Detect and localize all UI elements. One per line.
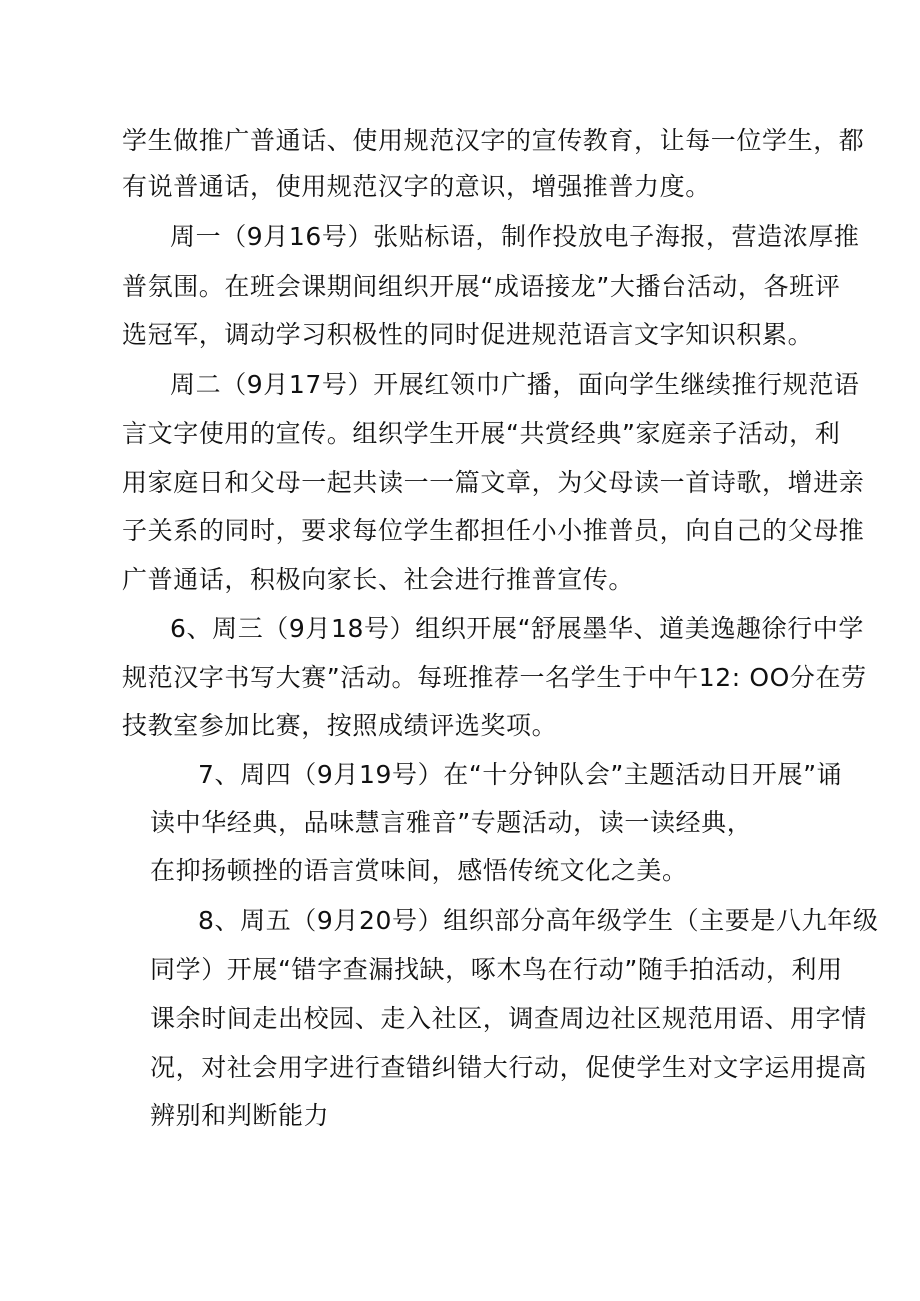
text-line: 8、周五（9月20号）组织部分高年级学生（主要是八九年级 bbox=[198, 906, 879, 935]
text-line: 读中华经典，品味慧言雅音”专题活动，读一读经典， bbox=[150, 808, 753, 837]
text-line: 辨别和判断能力 bbox=[150, 1101, 330, 1130]
text-line: 广普通话，积极向家长、社会进行推普宣传。 bbox=[122, 565, 635, 594]
text-line: 技教室参加比赛，按照成绩评选奖项。 bbox=[122, 711, 558, 740]
text-line: 6、周三（9月18号）组织开展“舒展墨华、道美逸趣徐行中学 bbox=[170, 614, 864, 643]
text-line: 子关系的同时，要求每位学生都担任小小推普员，向自己的父母推 bbox=[122, 516, 865, 545]
text-line: 规范汉字书写大赛”活动。每班推荐一名学生于中午12: OO分在劳 bbox=[122, 663, 867, 692]
text-line: 言文字使用的宣传。组织学生开展“共赏经典”家庭亲子活动，利 bbox=[122, 419, 841, 448]
text-line: 在抑扬顿挫的语言赏味间，感悟传统文化之美。 bbox=[150, 856, 688, 885]
text-line: 同学）开展“错字查漏找缺，啄木鸟在行动”随手拍活动，利用 bbox=[150, 955, 843, 984]
text-line: 周二（9月17号）开展红领巾广播，面向学生继续推行规范语 bbox=[170, 370, 860, 399]
text-line: 有说普通话，使用规范汉字的意识，增强推普力度。 bbox=[122, 172, 711, 201]
text-line: 7、周四（9月19号）在“十分钟队会”主题活动日开展”诵 bbox=[198, 760, 843, 789]
text-line: 用家庭日和父母一起共读一一篇文章，为父母读一首诗歌，增进亲 bbox=[122, 468, 865, 497]
text-line: 况，对社会用字进行查错纠错大行动，促使学生对文字运用提高 bbox=[150, 1053, 867, 1082]
text-line: 周一（9月16号）张贴标语，制作投放电子海报，营造浓厚推 bbox=[170, 222, 860, 251]
text-line: 课余时间走出校园、走入社区，调查周边社区规范用语、用字情 bbox=[150, 1004, 867, 1033]
text-line: 普氛围。在班会课期间组织开展“成语接龙”大播台活动，各班评 bbox=[122, 272, 841, 301]
text-line: 学生做推广普通话、使用规范汉字的宣传教育，让每一位学生，都 bbox=[122, 126, 865, 155]
text-line: 选冠军，调动学习积极性的同时促进规范语言文字知识积累。 bbox=[122, 320, 814, 349]
